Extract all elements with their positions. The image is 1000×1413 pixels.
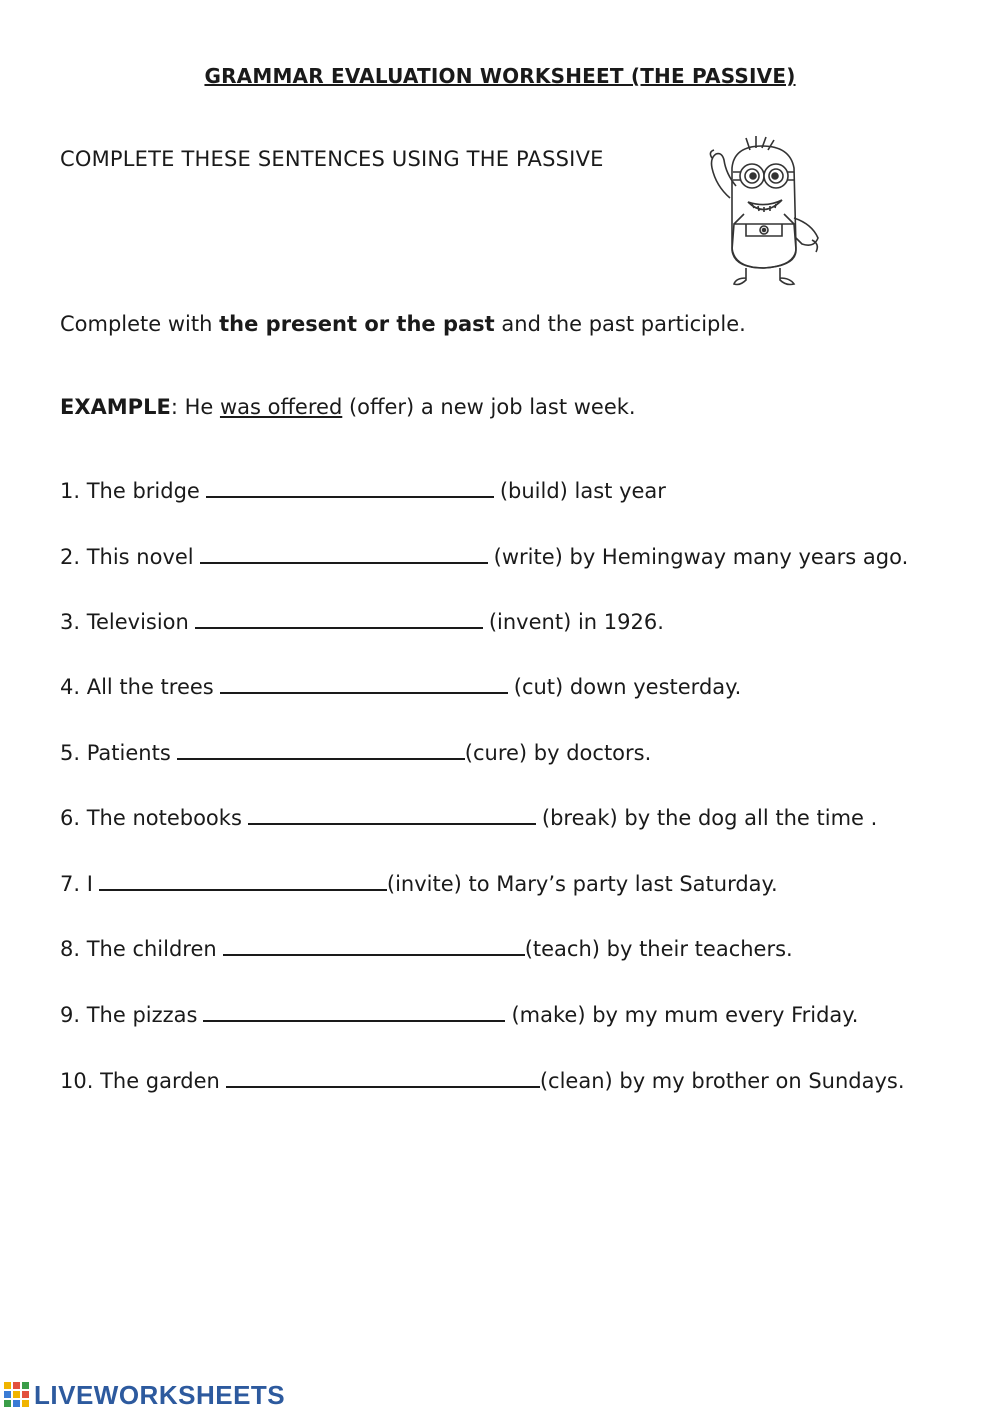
sentence-1	[60, 476, 666, 503]
sentence-6	[60, 803, 877, 830]
sentence-7-end: (invite) to Mary’s party last Saturday.	[386, 872, 778, 896]
sentence-4	[60, 672, 741, 699]
liveworksheets-logo-icon	[4, 1382, 30, 1408]
answer-blank-10[interactable]	[226, 1066, 540, 1088]
sentence-7-start: 7. I	[60, 872, 93, 896]
sentence-9-end: (make) by my mum every Friday.	[511, 1003, 859, 1027]
sub-instruction-bold: the present or the past	[219, 312, 495, 336]
sentence-9-start: 9. The pizzas	[60, 1003, 198, 1027]
example-label: EXAMPLE	[60, 395, 171, 419]
minion-icon	[690, 128, 840, 293]
example-colon: : He	[170, 395, 220, 419]
answer-blank-6[interactable]	[248, 803, 536, 825]
answer-blank-3[interactable]	[195, 607, 483, 629]
sentence-5	[60, 738, 651, 765]
sentence-3-end: (invent) in 1926.	[488, 610, 664, 634]
sentence-10-start: 10. The garden	[60, 1069, 220, 1093]
sentence-2	[60, 542, 908, 569]
sub-instruction	[60, 312, 746, 336]
sentence-9	[60, 1000, 858, 1027]
sentence-1-start: 1. The bridge	[60, 479, 200, 503]
example-sentence	[60, 395, 636, 419]
sentence-2-start: 2. This novel	[60, 545, 194, 569]
sub-instruction-after: and the past participle.	[494, 312, 746, 336]
sentence-10-end: (clean) by my brother on Sundays.	[539, 1069, 905, 1093]
sentence-4-start: 4. All the trees	[60, 675, 214, 699]
answer-blank-4[interactable]	[220, 672, 508, 694]
sentence-7	[60, 869, 778, 896]
sub-instruction-before: Complete with	[60, 312, 220, 336]
sentence-2-end: (write) by Hemingway many years ago.	[493, 545, 909, 569]
answer-blank-1[interactable]	[206, 476, 494, 498]
sentence-4-end: (cut) down yesterday.	[513, 675, 742, 699]
sentence-8-end: (teach) by their teachers.	[524, 937, 793, 961]
sentence-3-start: 3. Television	[60, 610, 189, 634]
answer-blank-8[interactable]	[223, 934, 525, 956]
sentence-1-end: (build) last year	[499, 479, 666, 503]
liveworksheets-logo[interactable]	[4, 1380, 285, 1410]
main-instruction: COMPLETE THESE SENTENCES USING THE PASSIVE	[60, 147, 604, 171]
sentence-5-end: (cure) by doctors.	[464, 741, 652, 765]
sentence-6-end: (break) by the dog all the time .	[541, 806, 878, 830]
answer-blank-7[interactable]	[99, 869, 387, 891]
liveworksheets-brand-text: LIVEWORKSHEETS	[34, 1379, 286, 1410]
sentence-8-start: 8. The children	[60, 937, 217, 961]
answer-blank-5[interactable]	[177, 738, 465, 760]
answer-blank-9[interactable]	[203, 1000, 505, 1022]
answer-blank-2[interactable]	[200, 542, 488, 564]
sentence-6-start: 6. The notebooks	[60, 806, 242, 830]
worksheet-title: GRAMMAR EVALUATION WORKSHEET (THE PASSIVE)	[204, 64, 796, 88]
example-answer: was offered	[219, 395, 343, 419]
sentence-10	[60, 1066, 905, 1093]
sentence-3	[60, 607, 664, 634]
sentence-5-start: 5. Patients	[60, 741, 171, 765]
sentence-8	[60, 934, 793, 961]
example-rest: (offer) a new job last week.	[342, 395, 636, 419]
